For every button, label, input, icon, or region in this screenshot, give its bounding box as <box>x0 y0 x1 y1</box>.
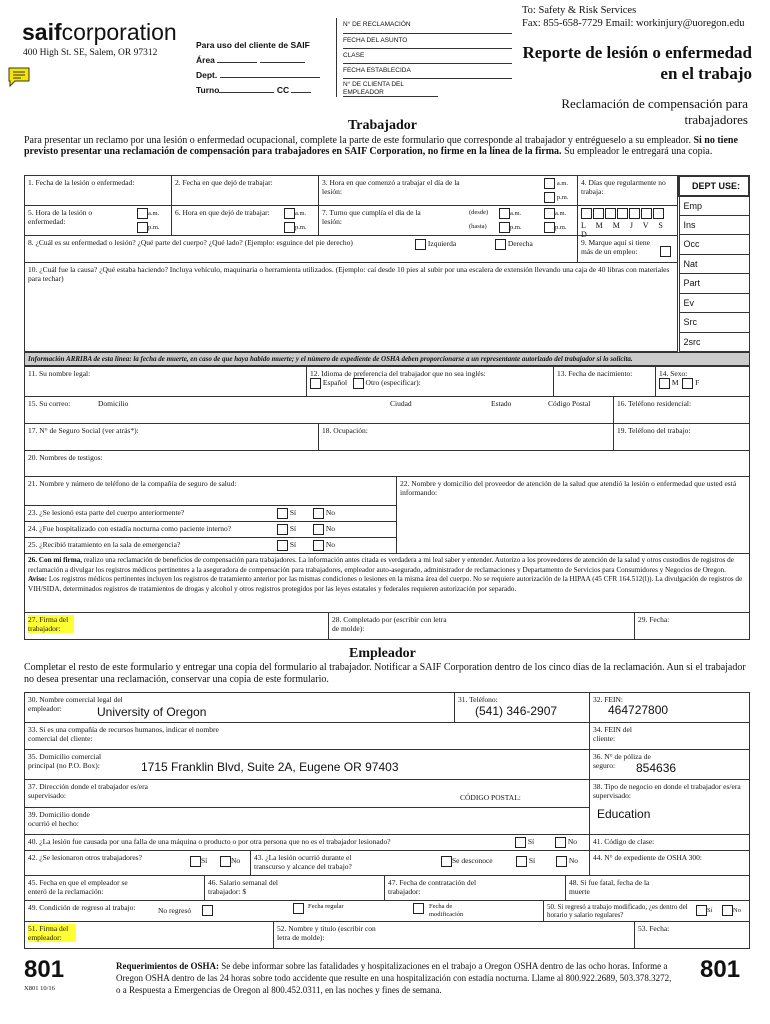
modified-date-checkbox[interactable] <box>413 903 424 914</box>
form-number-left: 801 <box>24 956 65 983</box>
dept-occ[interactable]: Occ <box>679 235 749 255</box>
course-no[interactable] <box>556 856 567 867</box>
days-checkboxes <box>577 205 678 239</box>
info-notice-bar: Información ARRIBA de esta línea: la fecha de muerte, en caso de que haya habido muerte; y el número de expediente de OSHA deben proporcionarse a un representante autorizado del trabajador si lo solicita. <box>24 352 750 366</box>
name-title-field[interactable]: 52. Nombre y título (escribir con letra de molde): <box>273 921 635 949</box>
business-type-value: Education <box>597 807 651 821</box>
other-language-checkbox[interactable] <box>353 378 364 389</box>
to-am-checkbox[interactable] <box>499 222 510 233</box>
business-address-value: 1715 Franklin Blvd, Suite 2A, Eugene OR 97403 <box>141 760 399 774</box>
stop-am-checkbox[interactable] <box>284 208 295 219</box>
completed-by-field[interactable]: 28. Completado por (escribir con letra de molde): <box>328 612 635 640</box>
cc-label: CC <box>276 85 290 95</box>
birth-date-field[interactable]: 13. Fecha de nacimiento: <box>553 366 656 397</box>
dept-ev[interactable]: Ev <box>679 293 749 313</box>
course-yes[interactable] <box>516 856 527 867</box>
cc-field[interactable] <box>291 92 311 93</box>
dept-use-title: DEPT USE: <box>679 176 749 196</box>
return-to-work-field: 49. Condición de regreso al trabajo: No regresó Fecha regular Fecha de modificación <box>24 900 544 922</box>
day-sat-checkbox[interactable] <box>641 208 652 219</box>
prior-injury-question: 23. ¿Se lesionó esta parte del cuerpo anteriormente? Sí No <box>24 505 397 522</box>
notified-date-field[interactable]: 45. Fecha en que el empleador se enteró de la reclamación: <box>24 875 205 901</box>
worker-signature-field[interactable]: 27. Firma del trabajador: <box>24 612 329 640</box>
authorization-text: 26. Con mi firma, realizo una reclamación de beneficios de compensación para trabajadores. La información antes citada es verdadera a mi leal saber y entender. Autorizo a los proveedores de atención de la salud y otros custodios de registros de reclamación a divulgar los registros médicos pertinentes a la aseguradora de compensación para trabajadores, empleador auto-asegurado, administrador de reclamaciones y Departamento de Servicios para Consumidores y Negocios de Oregon. Aviso: Los registros médicos pertinentes incluyen los registros de tratamiento anterior por las mismas condiciones o lesiones en la misma área del cuerpo. No se requiere autorización de la HIPAA (45 CFR 164.512(l)). La divulgación de registros de VIH/SIDA, determinados registros de tratamientos de drogas y alcohol y otros registros protegidos por las leyes estatales y federales requieren autorización por separado. <box>24 553 750 613</box>
er-no[interactable] <box>313 540 324 551</box>
employer-instructions: Completar el resto de este formulario y entregar una copia del formulario al trabajador. Notificar a SAIF Corporation dentro de los cinco días de la reclamación. Aun si el trabajador no desea presentar una reclamación, conservar una copia de este formulario. <box>24 662 746 685</box>
form-code: X801 10/16 <box>24 985 55 992</box>
osha-requirements: Requerimientos de OSHA: Se debe informar sobre las fatalidades y hospitalizaciones en el trabajo a Oregon OSHA dentro de las ocho horas. Informe a Oregon OSHA dentro de las 24 horas sobre todo accidente que resulte en una hospitalización con estadía nocturna. Llame al 800.922.2689, 503.378.3272, o a Respuesta a Emergencias de Oregon al 800.452.0311, en las noches y fines de semana. <box>116 961 672 995</box>
dept-use-table <box>678 175 750 352</box>
modified-no[interactable] <box>722 905 733 916</box>
hire-date-field[interactable]: 47. Fecha de contratación del trabajador: <box>384 875 566 901</box>
note-icon <box>7 66 31 88</box>
dept-2src[interactable]: 2src <box>679 332 749 352</box>
form-title: Reporte de lesión o enfermedad en el trabajo <box>522 43 752 83</box>
weekly-wage-field[interactable]: 46. Salario semanal del trabajador: $ <box>204 875 385 901</box>
hospitalized-yes[interactable] <box>277 524 288 535</box>
supervised-address-field[interactable]: 37. Dirección donde el trabajador es/era supervisado: CÓDIGO POSTAL: <box>24 779 590 808</box>
established-date-field[interactable]: FECHA ESTABLECIDA <box>343 64 512 79</box>
left-checkbox[interactable] <box>415 239 426 250</box>
saif-logo: saifcorporation <box>22 19 177 45</box>
course-of-work-question: 43. ¿La lesión ocurrió durante el transcurso y alcance del trabajo? Se desconoce Sí No <box>250 850 590 876</box>
from-pm-checkbox[interactable] <box>544 208 555 219</box>
injury-time-field[interactable]: 5. Hora de la lesión o enfermedad: a.m. p.m. <box>24 205 172 236</box>
machine-failure-yes[interactable] <box>515 837 526 848</box>
fein-field[interactable]: 32. FEIN: 464727800 <box>589 692 750 723</box>
home-phone-field[interactable]: 16. Teléfono residencial: <box>613 396 750 424</box>
worker-heading: Trabajador <box>348 118 417 133</box>
day-thu-checkbox[interactable] <box>617 208 628 219</box>
area-field[interactable] <box>260 62 305 63</box>
er-yes[interactable] <box>277 540 288 551</box>
multiple-jobs-checkbox[interactable] <box>660 246 671 257</box>
claim-info-block <box>336 18 512 97</box>
other-injured-no[interactable] <box>220 856 231 867</box>
female-checkbox[interactable] <box>682 378 693 389</box>
routing-info <box>522 4 745 30</box>
claim-date-field[interactable]: FECHA DEL ASUNTO <box>343 34 512 49</box>
policy-number-value: 854636 <box>636 761 677 775</box>
client-name-field[interactable]: 33. Si es una compañía de recursos humanos, indicar el nombre comercial del cliente: <box>24 722 590 750</box>
claim-number-field[interactable]: N° DE RECLAMACIÓN <box>343 18 512 34</box>
employer-client-number-field[interactable]: N° DE CLIENTA DEL EMPLEADOR <box>343 79 438 97</box>
day-wed-checkbox[interactable] <box>605 208 616 219</box>
worker-instructions: Para presentar un reclamo por una lesión o enfermedad ocupacional, complete la parte de este formulario que corresponde al trabajador y entrégueselo a su empleador. Si no tiene previsto presentar una reclamación de compensación para trabajadores en SAIF Corporation, no firme en la línea de la firma. Su empleador le entregará una copia. <box>24 135 738 157</box>
cause-field[interactable]: 10. ¿Cuál fue la causa? ¿Qué estaba haciendo? Incluya vehículo, maquinaria o herramienta utilizados. (Ejemplo: caí desde 10 pies al subir por una escalera de extensión llevando una caja de 40 libras con materiales para techar) <box>24 262 678 352</box>
turno-label: Turno <box>196 85 220 95</box>
start-am-checkbox[interactable] <box>544 178 555 189</box>
dept-field[interactable] <box>220 77 320 78</box>
day-tue-checkbox[interactable] <box>593 208 604 219</box>
machine-failure-question: 40. ¿La lesión fue causada por una falla de una máquina o producto o por otra persona que no es el trabajador lesionado? Sí No <box>24 834 590 851</box>
language-field: 12. Idioma de preferencia del trabajador que no sea inglés: Español Otro (especificar): <box>306 366 554 397</box>
osha-log-field[interactable]: 44. N° de expediente de OSHA 300: <box>589 850 750 876</box>
stopped-work-date-field[interactable]: 2. Fecha en que dejó de trabajar: <box>171 175 319 206</box>
area-label: Área <box>196 55 215 65</box>
health-insurance-field[interactable]: 21. Nombre y número de teléfono de la compañía de seguro de salud: <box>24 476 397 506</box>
machine-failure-no[interactable] <box>555 837 566 848</box>
injury-am-checkbox[interactable] <box>137 208 148 219</box>
day-mon-checkbox[interactable] <box>581 208 592 219</box>
prior-injury-no[interactable] <box>313 508 324 519</box>
witnesses-field[interactable]: 20. Nombres de testigos: <box>24 450 750 477</box>
fein-value: 464727800 <box>608 703 669 717</box>
routing-to: To: Safety & Risk Services <box>522 5 637 16</box>
dept-nat[interactable]: Nat <box>679 254 749 274</box>
day-sun-checkbox[interactable] <box>653 208 664 219</box>
regular-date-checkbox[interactable] <box>293 903 304 914</box>
prior-injury-yes[interactable] <box>277 508 288 519</box>
from-am-checkbox[interactable] <box>499 208 510 219</box>
shift-field[interactable]: 7. Turno que cumplía el día de la lesión: (desde) a.m. a.m. (hasta) p.m. p.m. <box>318 205 578 236</box>
incident-address-field[interactable]: 39. Domicilio donde ocurrió el hecho: <box>24 807 590 835</box>
business-type-field[interactable]: 38. Tipo de negocio en donde el trabajador es/era supervisado: Education <box>589 779 750 835</box>
dept-label: Dept. <box>196 70 218 80</box>
ssn-field[interactable]: 17. N° de Seguro Social (ver atrás*): <box>24 423 319 451</box>
employer-date-field[interactable]: 53. Fecha: <box>634 921 750 949</box>
turno-field[interactable] <box>219 92 274 93</box>
employer-signature-field[interactable]: 51. Firma del empleador: <box>24 921 274 949</box>
other-injured-yes[interactable] <box>190 856 201 867</box>
routing-fax-email: Fax: 855-658-7729 Email: workinjury@uoregon.edu <box>522 18 745 29</box>
hospitalized-no[interactable] <box>313 524 324 535</box>
injury-pm-checkbox[interactable] <box>137 222 148 233</box>
stop-pm-checkbox[interactable] <box>284 222 295 233</box>
policy-number-field[interactable]: 36. N° de póliza de seguro: 854636 <box>589 749 750 780</box>
client-use-title: Para uso del cliente de SAIF <box>196 40 310 50</box>
dept-src[interactable]: Src <box>679 313 749 333</box>
stop-time-field[interactable]: 6. Hora en que dejó de trabajar: a.m. p.m. <box>171 205 319 236</box>
modified-yes[interactable] <box>696 905 707 916</box>
client-fein-field[interactable]: 34. FEIN del cliente: <box>589 722 750 750</box>
sex-field: 14. Sexo: M F <box>655 366 750 397</box>
employer-name-field[interactable]: 30. Nombre comercial legal del empleador: University of Oregon <box>24 692 455 723</box>
modified-work-question: 50. Si regresó a trabajo modificado, ¿es dentro del horario y salario regulares? Sí No <box>543 900 750 922</box>
client-use-block <box>196 38 320 98</box>
class-code-field[interactable]: 41. Código de clase: <box>589 834 750 851</box>
other-injured-question: 42. ¿Se lesionaron otros trabajadores? Sí No <box>24 850 251 876</box>
class-field[interactable]: CLASE <box>343 49 512 64</box>
dept-ins[interactable]: Ins <box>679 215 749 235</box>
provider-field[interactable]: 22. Nombre y domicilio del proveedor de atención de la salud que atendió la lesión o enfermedad que usted está informando: <box>396 476 750 554</box>
course-unknown[interactable] <box>441 856 452 867</box>
injury-description-field[interactable]: 8. ¿Cuál es su enfermedad o lesión? ¿Qué parte del cuerpo? ¿Qué lado? (Ejemplo: esguince del pie derecho) Izquierda Derecha <box>24 235 578 263</box>
spanish-checkbox[interactable] <box>310 378 321 389</box>
injury-date-field[interactable]: 1. Fecha de la lesión o enfermedad: <box>24 175 172 206</box>
employer-phone-field[interactable]: 31. Teléfono: (541) 346-2907 <box>454 692 590 723</box>
start-pm-checkbox[interactable] <box>544 192 555 203</box>
saif-address: 400 High St. SE, Salem, OR 97312 <box>23 48 158 58</box>
occupation-field[interactable]: 18. Ocupación: <box>318 423 614 451</box>
right-checkbox[interactable] <box>495 239 506 250</box>
mailing-address-field[interactable]: 15. Su correo: Domicilio Ciudad Estado Código Postal <box>24 396 614 424</box>
not-returned-checkbox[interactable] <box>202 905 213 916</box>
days-labels: L M M J V S D <box>581 221 667 239</box>
employer-heading: Empleador <box>349 646 416 661</box>
to-pm-checkbox[interactable] <box>544 222 555 233</box>
days-off-field[interactable]: 4. Días que regularmente no trabaja: <box>577 175 678 206</box>
form-subtitle: Reclamación de compensación para trabajadores <box>561 96 748 127</box>
er-question: 25. ¿Recibió tratamiento en la sala de emergencia? Sí No <box>24 537 397 554</box>
male-checkbox[interactable] <box>659 378 670 389</box>
day-fri-checkbox[interactable] <box>629 208 640 219</box>
business-address-field[interactable]: 35. Domicilio comercial principal (no P.O. Box): 1715 Franklin Blvd, Suite 2A, Eugene OR 97403 <box>24 749 590 780</box>
work-phone-field[interactable]: 19. Teléfono del trabajo: <box>613 423 750 451</box>
legal-name-field[interactable]: 11. Su nombre legal: <box>24 366 307 397</box>
dept-emp[interactable]: Emp <box>679 196 749 216</box>
hospitalized-question: 24. ¿Fue hospitalizado con estadía nocturna como paciente interno? Sí No <box>24 521 397 538</box>
start-time-field[interactable]: 3. Hora en que comenzó a trabajar el día de la lesión: a.m. p.m. <box>318 175 578 206</box>
worker-date-field[interactable]: 29. Fecha: <box>634 612 750 640</box>
employer-name-value: University of Oregon <box>97 705 207 719</box>
death-date-field[interactable]: 48. Si fue fatal, fecha de la muerte <box>565 875 750 901</box>
multiple-jobs-field: 9. Marque aquí si tiene más de un empleo: <box>577 235 678 263</box>
form-number-right: 801 <box>700 956 741 983</box>
employer-phone-value: (541) 346-2907 <box>475 704 558 718</box>
dept-part[interactable]: Part <box>679 274 749 294</box>
